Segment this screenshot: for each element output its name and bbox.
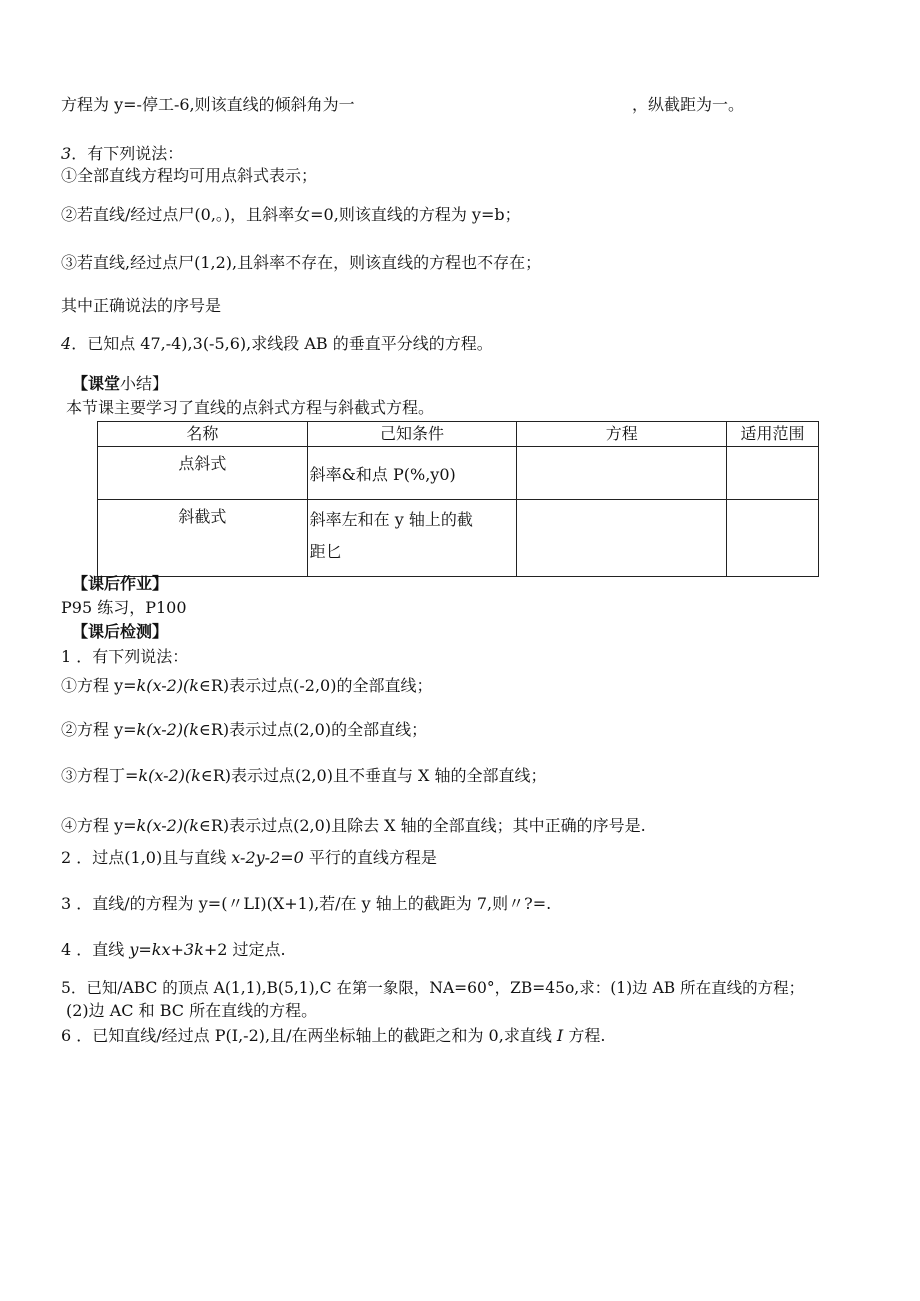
- intro-line-text: 方程为 y=-停工-6,则该直线的倾斜角为一: [61, 95, 355, 114]
- check-question-4: [61, 940, 286, 960]
- statement-2-formula: k(x-2)(k: [136, 720, 199, 739]
- statement-2-rest: ∈R)表示过点(2,0)的全部直线；: [199, 720, 428, 739]
- check-question-2-rest: 平行的直线方程是: [303, 848, 437, 867]
- check-heading: 【课后检测】: [72, 622, 169, 641]
- summary-row-1-scope: [727, 447, 819, 500]
- statement-3-rest: ∈R)表示过点(2,0)且不垂直与 X 轴的全部直线；: [200, 766, 547, 785]
- summary-header-condition: 己知条件: [307, 422, 517, 447]
- question-3-stem: [61, 144, 183, 164]
- summary-row-1-condition: [307, 447, 517, 500]
- summary-row-2-scope: [727, 500, 819, 577]
- check-question-5-line-2: (2)边 AC 和 BC 所在直线的方程。: [66, 1001, 318, 1020]
- statement-4-rest: ∈R)表示过点(2,0)且除去 X 轴的全部直线；其中正确的序号是.: [199, 816, 646, 835]
- summary-heading-rest: 小结】: [120, 374, 169, 393]
- summary-heading-bold: 【课堂: [72, 374, 121, 393]
- question-4-number: 4: [61, 334, 72, 353]
- statement-4-prefix: ④方程 y=: [61, 816, 137, 835]
- summary-header-equation: 方程: [517, 422, 727, 447]
- check-question-3: 3 ．直线/的方程为 y=(〃LI)(X+1),若/在 y 轴上的截距为 7,则〃?=.: [61, 894, 552, 913]
- question-4-text: ．已知点 47,-4),3(-5,6),求线段 AB 的垂直平分线的方程。: [71, 334, 493, 353]
- homework-heading: 【课后作业】: [72, 574, 169, 593]
- check-question-6-symbol: I: [556, 1026, 564, 1045]
- check-question-6: [61, 1026, 605, 1046]
- intro-line: [61, 95, 355, 115]
- intro-line-tail-text: ，纵截距为一。: [632, 95, 745, 114]
- statement-1-prefix: ①方程 y=: [61, 676, 137, 695]
- summary-row-2-condition: [307, 500, 517, 577]
- summary-row-2-condition-line-2: 距匕: [309, 542, 342, 561]
- question-3-statement-3: ③若直线,经过点尸(1,2),且斜率不存在，则该直线的方程也不存在；: [61, 253, 542, 272]
- summary-table-row: [98, 447, 819, 500]
- check-question-2-prefix: 2 ．过点(1,0)且与直线: [61, 848, 232, 867]
- question-3-text: ．有下列说法：: [71, 144, 184, 163]
- intro-line-tail: [632, 95, 744, 115]
- check-question-4-rest: +2 过定点.: [203, 940, 286, 959]
- check-question-5-line-1: 5．已知/ABC 的顶点 A(1,1),B(5,1),C 在第一象限，NA=60°，ZB=45o,求：(1)边 AB 所在直线的方程；: [61, 979, 805, 997]
- statement-1-rest: ∈R)表示过点(-2,0)的全部直线；: [199, 676, 433, 695]
- statement-2-prefix: ②方程 y=: [61, 720, 137, 739]
- statement-4-formula: k(x-2)(k: [136, 816, 199, 835]
- check-question-1-statement-4: [61, 816, 646, 836]
- check-question-2-formula: x-2y-2=0: [231, 848, 304, 867]
- check-question-1-statement-3: [61, 766, 547, 786]
- check-question-2: [61, 848, 437, 868]
- statement-3-formula: k(x-2)(k: [138, 766, 201, 785]
- check-question-4-prefix: 4 ．直线: [61, 940, 130, 959]
- summary-intro: 本节课主要学习了直线的点斜式方程与斜截式方程。: [66, 398, 435, 417]
- summary-row-2-equation: [517, 500, 727, 577]
- summary-heading: [72, 374, 168, 394]
- check-question-1-statement-2: [61, 720, 427, 740]
- summary-row-1-equation: [517, 447, 727, 500]
- summary-row-2-condition-line-1: 斜率左和在 y 轴上的截: [309, 510, 473, 529]
- check-question-1-statement-1: [61, 676, 432, 696]
- summary-row-1-condition-text: 斜率&和点 P(%,y0): [309, 464, 456, 484]
- summary-header-name: 名称: [98, 422, 308, 447]
- check-question-6-prefix: 6 ．已知直线/经过点 P(I,-2),且/在两坐标轴上的截距之和为 0,求直线: [61, 1026, 557, 1045]
- check-question-1-stem: 1 ．有下列说法：: [61, 647, 189, 666]
- homework-text: P95 练习，P100: [61, 598, 187, 617]
- summary-row-2-name: 斜截式: [98, 500, 308, 577]
- summary-table-header-row: [98, 422, 819, 447]
- summary-header-scope: 适用范围: [727, 422, 819, 447]
- question-4: [61, 334, 493, 354]
- statement-3-prefix: ③方程丁=: [61, 766, 139, 785]
- question-3-conclusion: 其中正确说法的序号是: [61, 296, 222, 315]
- summary-table-row: [98, 500, 819, 577]
- question-3-number: 3: [61, 144, 72, 163]
- summary-row-1-name: 点斜式: [98, 447, 308, 500]
- statement-1-formula: k(x-2)(k: [136, 676, 199, 695]
- check-question-6-rest: 方程.: [563, 1026, 606, 1045]
- question-3-statement-1: ①全部直线方程均可用点斜式表示；: [61, 166, 318, 185]
- summary-table: [97, 421, 819, 577]
- question-3-statement-2: ②若直线/经过点尸(0,。)，且斜率女=0,则该直线的方程为 y=b；: [61, 205, 521, 224]
- check-question-4-formula: y=kx+3k: [129, 940, 204, 959]
